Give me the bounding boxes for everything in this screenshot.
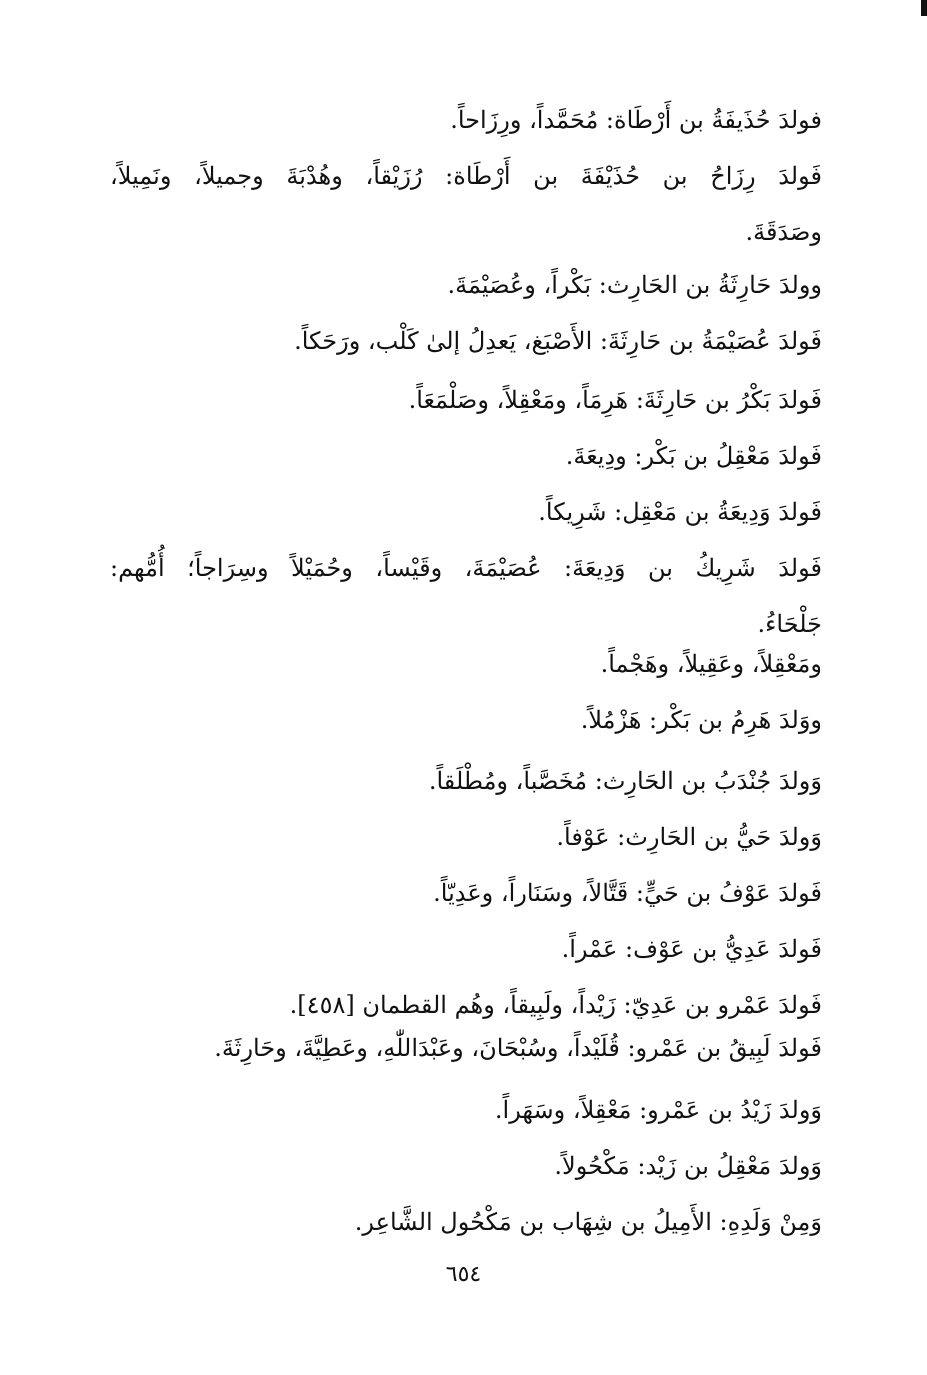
text-line: فولدَ حُذَيفَةُ بن أَرْطَاة: مُحَمَّداً، ورِزَاحاً. bbox=[450, 106, 822, 134]
text-group-2 bbox=[110, 257, 822, 369]
text-line: ووَلدَ هَرِمُ بن بَكْر: هَزْمُلاً. bbox=[580, 706, 822, 734]
text-line: فَولدَ رِزَاحُ بن حُذَيْفَةَ بن أَرْطَاة: رُزَيْقاً، وهُدْبَةَ وجميلاً، ونَمِيلاً، bbox=[110, 162, 822, 190]
text-line: فَولدَ عَمْرو بن عَدِيّ: زَيْداً، ولَبِيقاً، وهُم القطمان [٤٥٨]. bbox=[289, 991, 822, 1019]
scan-edge-mark bbox=[921, 0, 927, 16]
text-group-4 bbox=[110, 636, 822, 748]
text-group-1 bbox=[110, 92, 822, 262]
text-line: فَولدَ لَبِيقُ بن عَمْرو: قُلَيْداً، وسُبْحَانَ، وعَبْدَاللّٰهِ، وعَطِيَّةَ، وحَارِثَةَ. bbox=[214, 1034, 822, 1062]
text-group-3 bbox=[110, 372, 822, 654]
text-line: وَولدَ جُنْدَبُ بن الحَارِث: مُخَصَّباً، ومُطْلَقاً. bbox=[428, 767, 822, 795]
text-line: وَولدَ حَيُّ بن الحَارِث: عَوْفاً. bbox=[556, 823, 822, 851]
text-line: فَولدَ وَدِيعَةُ بن مَعْقِل: شَرِيكاً. bbox=[538, 498, 822, 526]
text-line: فَولدَ شَرِيكُ بن وَدِيعَةَ: عُصَيْمَةَ، وقَيْساً، وحُمَيْلاً وسِرَاجاً؛ أُمُّهم: bbox=[110, 554, 822, 582]
text-line: وَولدَ زَيْدُ بن عَمْرو: مَعْقِلاً، وسَهَراً. bbox=[494, 1096, 822, 1124]
text-group-7 bbox=[110, 1082, 822, 1250]
text-line: فَولدَ عَدِيُّ بن عَوْف: عَمْراً. bbox=[561, 935, 822, 963]
text-line: وَولدَ مَعْقِلُ بن زَيْد: مَكْحُولاً. bbox=[554, 1152, 822, 1180]
text-line: ومَعْقِلاً، وعَقِيلاً، وهَجْماً. bbox=[600, 650, 822, 678]
text-line: فَولدَ عَوْفُ بن حَيٍّ: قَتَّالاً، وسَنَاراً، وعَدِيّاً. bbox=[433, 879, 822, 907]
text-line: فَولدَ مَعْقِلُ بن بَكْر: ودِيعَةَ. bbox=[565, 442, 822, 470]
text-line: وَمِنْ وَلَدِهِ: الأَمِيلُ بن شِهَاب بن مَكْحُول الشَّاعِر. bbox=[354, 1208, 822, 1236]
text-line: وصَدَقَةَ. bbox=[745, 218, 822, 246]
text-group-5 bbox=[110, 753, 822, 1033]
text-line: جَلْحَاءُ. bbox=[757, 610, 822, 638]
text-line: وولدَ حَارِثَةُ بن الحَارِث: بَكْراً، وعُصَيْمَةَ. bbox=[447, 271, 822, 299]
text-line: فَولدَ عُصَيْمَةُ بن حَارِثَةَ: الأَصْبَغ، يَعدِلُ إلىٰ كَلْب، ورَحَكاً. bbox=[294, 327, 822, 355]
page-number: ٦٥٤ bbox=[445, 1262, 482, 1287]
text-line: فَولدَ بَكْرُ بن حَارِثَةَ: هَرِمَاً، ومَعْقِلاً، وصَلْمَعَاً. bbox=[408, 386, 822, 414]
text-group-6 bbox=[110, 1020, 822, 1076]
